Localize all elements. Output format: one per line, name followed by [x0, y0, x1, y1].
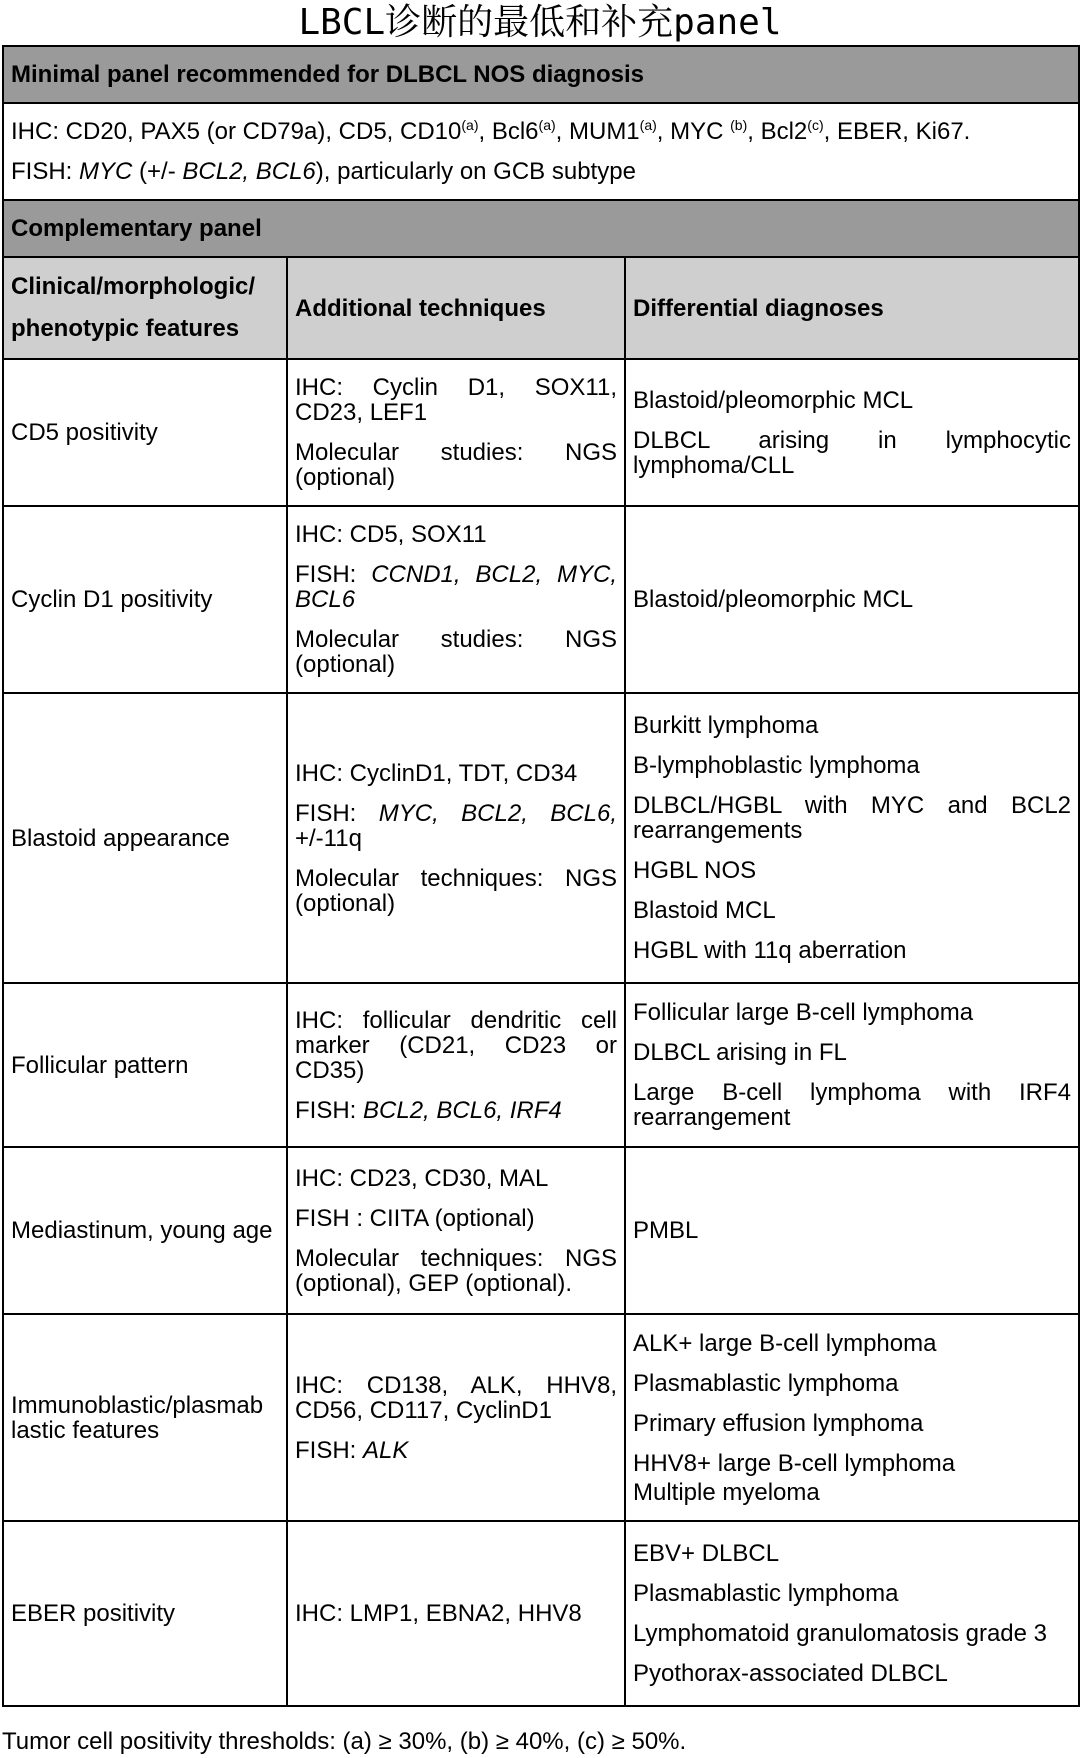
minimal-fish-genes: MYC — [79, 158, 133, 185]
column-header-differentials: Differential diagnoses — [625, 257, 1079, 359]
technique-item: IHC: follicular dendritic cell marker (CD21, CD23 or CD35) — [295, 1006, 617, 1084]
technique-fish-prefix: FISH: — [295, 1096, 364, 1124]
technique-item — [295, 1098, 617, 1123]
minimal-fish-line — [11, 159, 1071, 184]
differentials-cell — [625, 1314, 1079, 1521]
minimal-ihc-bcl2: , Bcl2 — [747, 118, 808, 145]
table-row — [3, 1521, 1079, 1706]
technique-fish-prefix: FISH: — [295, 561, 372, 588]
technique-item: IHC: CD5, SOX11 — [295, 521, 487, 548]
minimal-fish-suffix: ), particularly on GCB subtype — [315, 158, 636, 185]
technique-item: IHC: Cyclin D1, SOX11, CD23, LEF1 — [295, 374, 617, 426]
table-row — [3, 1147, 1079, 1314]
techniques-cell — [287, 1521, 625, 1706]
differential-item: Multiple myeloma — [633, 1478, 820, 1506]
column-header-features-line1: Clinical/morphologic/ — [11, 273, 256, 300]
page-title: LBCL诊断的最低和补充panel — [298, 2, 782, 43]
sup-a: (a) — [639, 117, 657, 133]
differential-item: Blastoid MCL — [633, 897, 776, 924]
technique-item: IHC: CyclinD1, TDT, CD34 — [295, 759, 578, 787]
differential-item: PMBL — [633, 1217, 699, 1244]
technique-item: Molecular studies: NGS (optional) — [295, 626, 617, 678]
differential-item: Plasmablastic lymphoma — [633, 1580, 899, 1607]
technique-item: IHC: CD23, CD30, MAL — [295, 1164, 549, 1192]
differential-item: HGBL with 11q aberration — [633, 937, 907, 964]
column-header-techniques: Additional techniques — [287, 257, 625, 359]
differential-item: ALK+ large B-cell lymphoma — [633, 1329, 937, 1357]
minimal-panel-body — [3, 103, 1079, 200]
differential-item: Large B-cell lymphoma with IRF4 rearrangement — [633, 1079, 1072, 1131]
feature-line: lastic features — [11, 1416, 160, 1444]
differential-item: DLBCL/HGBL with MYC and BCL2 rearrangements — [633, 792, 1072, 844]
techniques-cell — [287, 1147, 625, 1314]
sup-b: (b) — [730, 117, 748, 133]
technique-item — [295, 1438, 617, 1463]
table-row — [3, 359, 1079, 506]
differentials-cell — [625, 359, 1079, 506]
technique-fish-suffix: +/-11q — [295, 824, 362, 852]
minimal-fish-prefix: FISH: — [11, 158, 80, 185]
feature-cell: CD5 positivity — [3, 359, 287, 506]
technique-fish-genes: BCL2, BCL6, IRF4 — [363, 1096, 562, 1124]
technique-fish-genes: ALK — [363, 1436, 409, 1464]
footnote: Tumor cell positivity thresholds: (a) ≥ 30%, (b) ≥ 40%, (c) ≥ 50%. — [2, 1728, 687, 1755]
technique-fish-prefix: FISH: — [295, 799, 379, 827]
differentials-cell — [625, 983, 1079, 1147]
differentials-cell — [625, 1147, 1079, 1314]
sup-a: (a) — [538, 117, 556, 133]
technique-fish-genes: CCND1, BCL2, MYC, BCL6 — [295, 561, 617, 613]
complementary-panel-header-row — [3, 200, 1079, 257]
feature-cell: EBER positivity — [3, 1521, 287, 1706]
sup-c: (c) — [807, 117, 824, 133]
feature-cell — [3, 1314, 287, 1521]
techniques-cell — [287, 359, 625, 506]
differential-item: B-lymphoblastic lymphoma — [633, 752, 920, 779]
minimal-ihc-suffix: , EBER, Ki67. — [823, 118, 971, 145]
technique-item — [295, 801, 617, 851]
technique-fish-prefix: FISH: — [295, 1436, 364, 1464]
techniques-cell — [287, 1314, 625, 1521]
minimal-ihc-myc: , MYC — [656, 118, 731, 145]
technique-item: Molecular studies: NGS (optional) — [295, 439, 617, 491]
technique-item: IHC: LMP1, EBNA2, HHV8 — [295, 1600, 582, 1627]
column-header-features — [3, 257, 287, 359]
technique-item: Molecular techniques: NGS (optional) — [295, 864, 617, 917]
minimal-ihc-bcl6: , Bcl6 — [478, 118, 539, 145]
differential-item: Follicular large B-cell lymphoma — [633, 999, 974, 1026]
table-row — [3, 506, 1079, 693]
differential-item: Lymphomatoid granulomatosis grade 3 — [633, 1620, 1048, 1647]
differentials-cell — [625, 1521, 1079, 1706]
column-header-features-line2: phenotypic features — [11, 315, 240, 342]
differential-item: Plasmablastic lymphoma — [633, 1369, 899, 1397]
technique-fish-genes: MYC, BCL2, BCL6, — [378, 799, 617, 827]
differentials-cell — [625, 693, 1079, 983]
feature-cell: Blastoid appearance — [3, 693, 287, 983]
minimal-panel-body-row — [3, 103, 1079, 200]
minimal-panel-header: Minimal panel recommended for DLBCL NOS diagnosis — [3, 46, 1079, 103]
differential-item: Blastoid/pleomorphic MCL — [633, 586, 914, 613]
techniques-cell — [287, 506, 625, 693]
column-header-row — [3, 257, 1079, 359]
minimal-fish-mid: (+/- — [132, 158, 183, 185]
technique-item: FISH : CIITA (optional) — [295, 1204, 535, 1232]
differential-item: Burkitt lymphoma — [633, 712, 819, 739]
minimal-panel-header-row — [3, 46, 1079, 103]
sup-a: (a) — [461, 117, 479, 133]
feature-cell: Follicular pattern — [3, 983, 287, 1147]
table-row — [3, 1314, 1079, 1521]
differential-item: Primary effusion lymphoma — [633, 1409, 924, 1437]
differential-item: DLBCL arising in lymphocytic lymphoma/CLL — [633, 426, 1072, 479]
table-row — [3, 983, 1079, 1147]
techniques-cell — [287, 693, 625, 983]
technique-item — [295, 562, 617, 612]
table-row — [3, 693, 1079, 983]
differential-item: HGBL NOS — [633, 857, 757, 884]
differential-item: EBV+ DLBCL — [633, 1540, 780, 1567]
minimal-fish-genes2: BCL2, BCL6 — [182, 158, 316, 185]
technique-item: IHC: CD138, ALK, HHV8, CD56, CD117, CyclinD1 — [295, 1371, 617, 1424]
panel-table — [2, 45, 1080, 1707]
differential-item: Pyothorax-associated DLBCL — [633, 1660, 948, 1687]
minimal-ihc-text: IHC: CD20, PAX5 (or CD79a), CD5, CD10 — [11, 118, 462, 145]
feature-cell: Mediastinum, young age — [3, 1147, 287, 1314]
feature-line: Immunoblastic/plasmab — [11, 1391, 264, 1419]
minimal-ihc-mum1: , MUM1 — [555, 118, 640, 145]
differential-item: Blastoid/pleomorphic MCL — [633, 386, 914, 414]
technique-item: Molecular techniques: NGS (optional), GEP (optional). — [295, 1244, 617, 1297]
differential-item: DLBCL arising in FL — [633, 1039, 847, 1066]
complementary-panel-header: Complementary panel — [3, 200, 1079, 257]
minimal-ihc-line — [11, 119, 1071, 144]
techniques-cell — [287, 983, 625, 1147]
feature-cell: Cyclin D1 positivity — [3, 506, 287, 693]
differentials-cell — [625, 506, 1079, 693]
differential-item: HHV8+ large B-cell lymphoma — [633, 1449, 956, 1477]
